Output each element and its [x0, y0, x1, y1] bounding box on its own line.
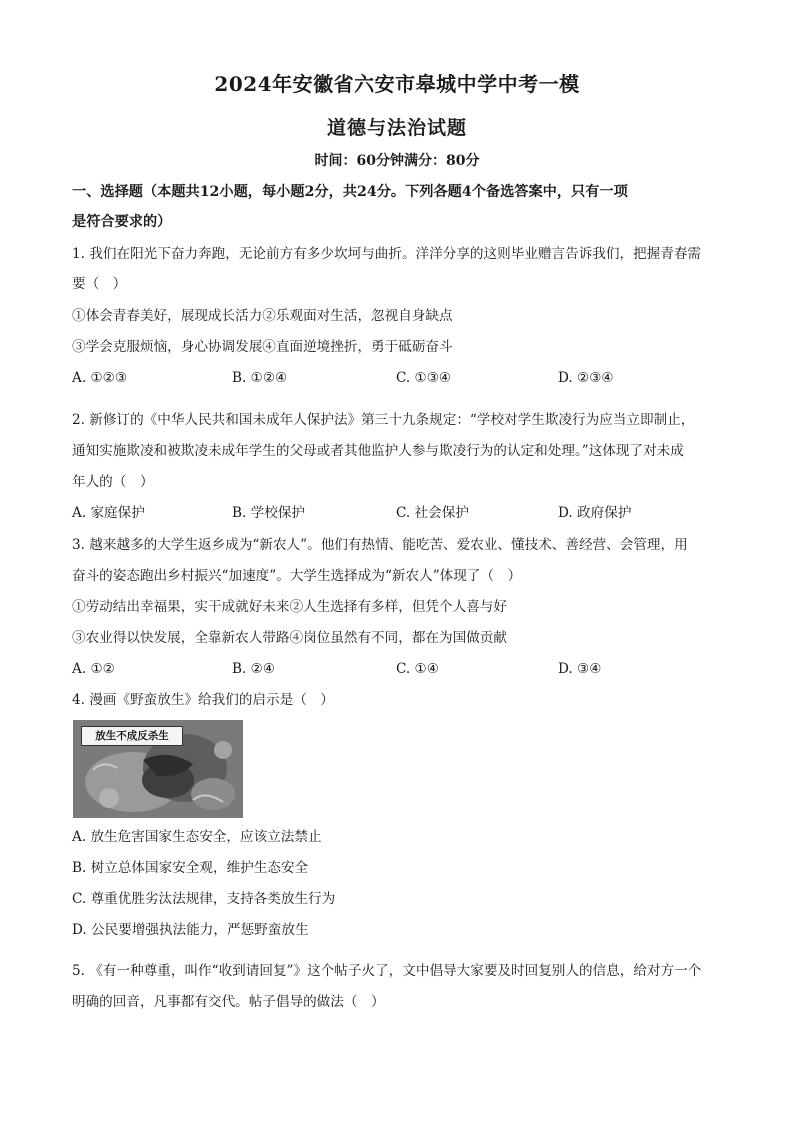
q3-options [72, 659, 732, 679]
q2-options [72, 503, 732, 523]
q1-statement-line2: ③学会克服烦恼，身心协调发展④直面逆境挫折，勇于砥砺奋斗 [72, 339, 453, 355]
q4-option-a[interactable]: A. 放生危害国家生态安全，应该立法禁止 [72, 829, 322, 845]
q4-option-b[interactable]: B. 树立总体国家安全观，维护生态安全 [72, 860, 309, 876]
section1-heading-line1: 一、选择题（本题共12小题，每小题2分，共24分。下列各题4个备选答案中，只有一项 [72, 184, 628, 200]
q2-option-b[interactable]: B. 学校保护 [232, 505, 306, 521]
q2-stem-line2: 通知实施欺凌和被欺凌未成年学生的父母或者其他监护人参与欺凌行为的认定和处理。”这体现了对未成 [72, 443, 684, 459]
q3-option-b[interactable]: B. ②④ [232, 661, 276, 677]
q3-statement-line1: ①劳动结出幸福果，实干成就好未来②人生选择有多样，但凭个人喜与好 [72, 599, 507, 615]
q1-option-a[interactable]: A. ①②③ [72, 370, 128, 386]
exam-time-info: 时间：60分钟满分：80分 [314, 153, 480, 169]
q4-option-d[interactable]: D. 公民要增强执法能力，严惩野蛮放生 [72, 922, 309, 938]
q5-stem-line1: 5. 《有一种尊重，叫作“收到请回复”》这个帖子火了，文中倡导大家要及时回复别人的信息，给对方一个 [72, 963, 702, 979]
section1-heading-line2: 是符合要求的） [72, 214, 172, 230]
q3-option-c[interactable]: C. ①④ [396, 661, 439, 677]
q1-statement-line1: ①体会青春美好，展现成长活力②乐观面对生活，忽视自身缺点 [72, 308, 453, 324]
q2-stem-line1: 2. 新修订的《中华人民共和国未成年人保护法》第三十九条规定：“学校对学生欺凌行为应当立即制止， [72, 412, 695, 428]
q1-stem-line2: 要（ ） [72, 276, 127, 292]
q1-option-b[interactable]: B. ①②④ [232, 370, 288, 386]
q3-option-a[interactable]: A. ①② [72, 661, 115, 677]
q2-option-a[interactable]: A. 家庭保护 [72, 505, 145, 521]
q3-stem-line1: 3. 越来越多的大学生返乡成为“新农人”。他们有热情、能吃苦、爱农业、懂技术、善经营、会管理，用 [72, 537, 688, 553]
q3-option-d[interactable]: D. ③④ [558, 661, 602, 677]
q2-option-c[interactable]: C. 社会保护 [396, 505, 469, 521]
q1-stem-line1: 1. 我们在阳光下奋力奔跑，无论前方有多少坎坷与曲折。洋洋分享的这则毕业赠言告诉我们，把握青春需 [72, 246, 702, 262]
q3-stem-line2: 奋斗的姿态跑出乡村振兴“加速度”。大学生选择成为“新农人”体现了（ ） [72, 568, 522, 584]
exam-title: 2024年安徽省六安市皋城中学中考一模 [214, 72, 580, 96]
q2-option-d[interactable]: D. 政府保护 [558, 505, 632, 521]
q1-option-d[interactable]: D. ②③④ [558, 370, 614, 386]
q4-stem-line1: 4. 漫画《野蛮放生》给我们的启示是（ ） [72, 692, 334, 708]
q1-option-c[interactable]: C. ①③④ [396, 370, 452, 386]
q4-cartoon-image [73, 720, 243, 818]
exam-subtitle: 道德与法治试题 [326, 117, 467, 139]
q4-option-c[interactable]: C. 尊重优胜劣汰法规律，支持各类放生行为 [72, 891, 336, 907]
cartoon-caption-label: 放生不成反杀生 [81, 726, 183, 746]
q5-stem-line2: 明确的回音，凡事都有交代。帖子倡导的做法（ ） [72, 994, 385, 1010]
q1-options [72, 368, 732, 388]
q2-stem-line3: 年人的（ ） [72, 474, 154, 490]
q3-statement-line2: ③农业得以快发展，全靠新农人带路④岗位虽然有不同，都在为国做贡献 [72, 630, 507, 646]
